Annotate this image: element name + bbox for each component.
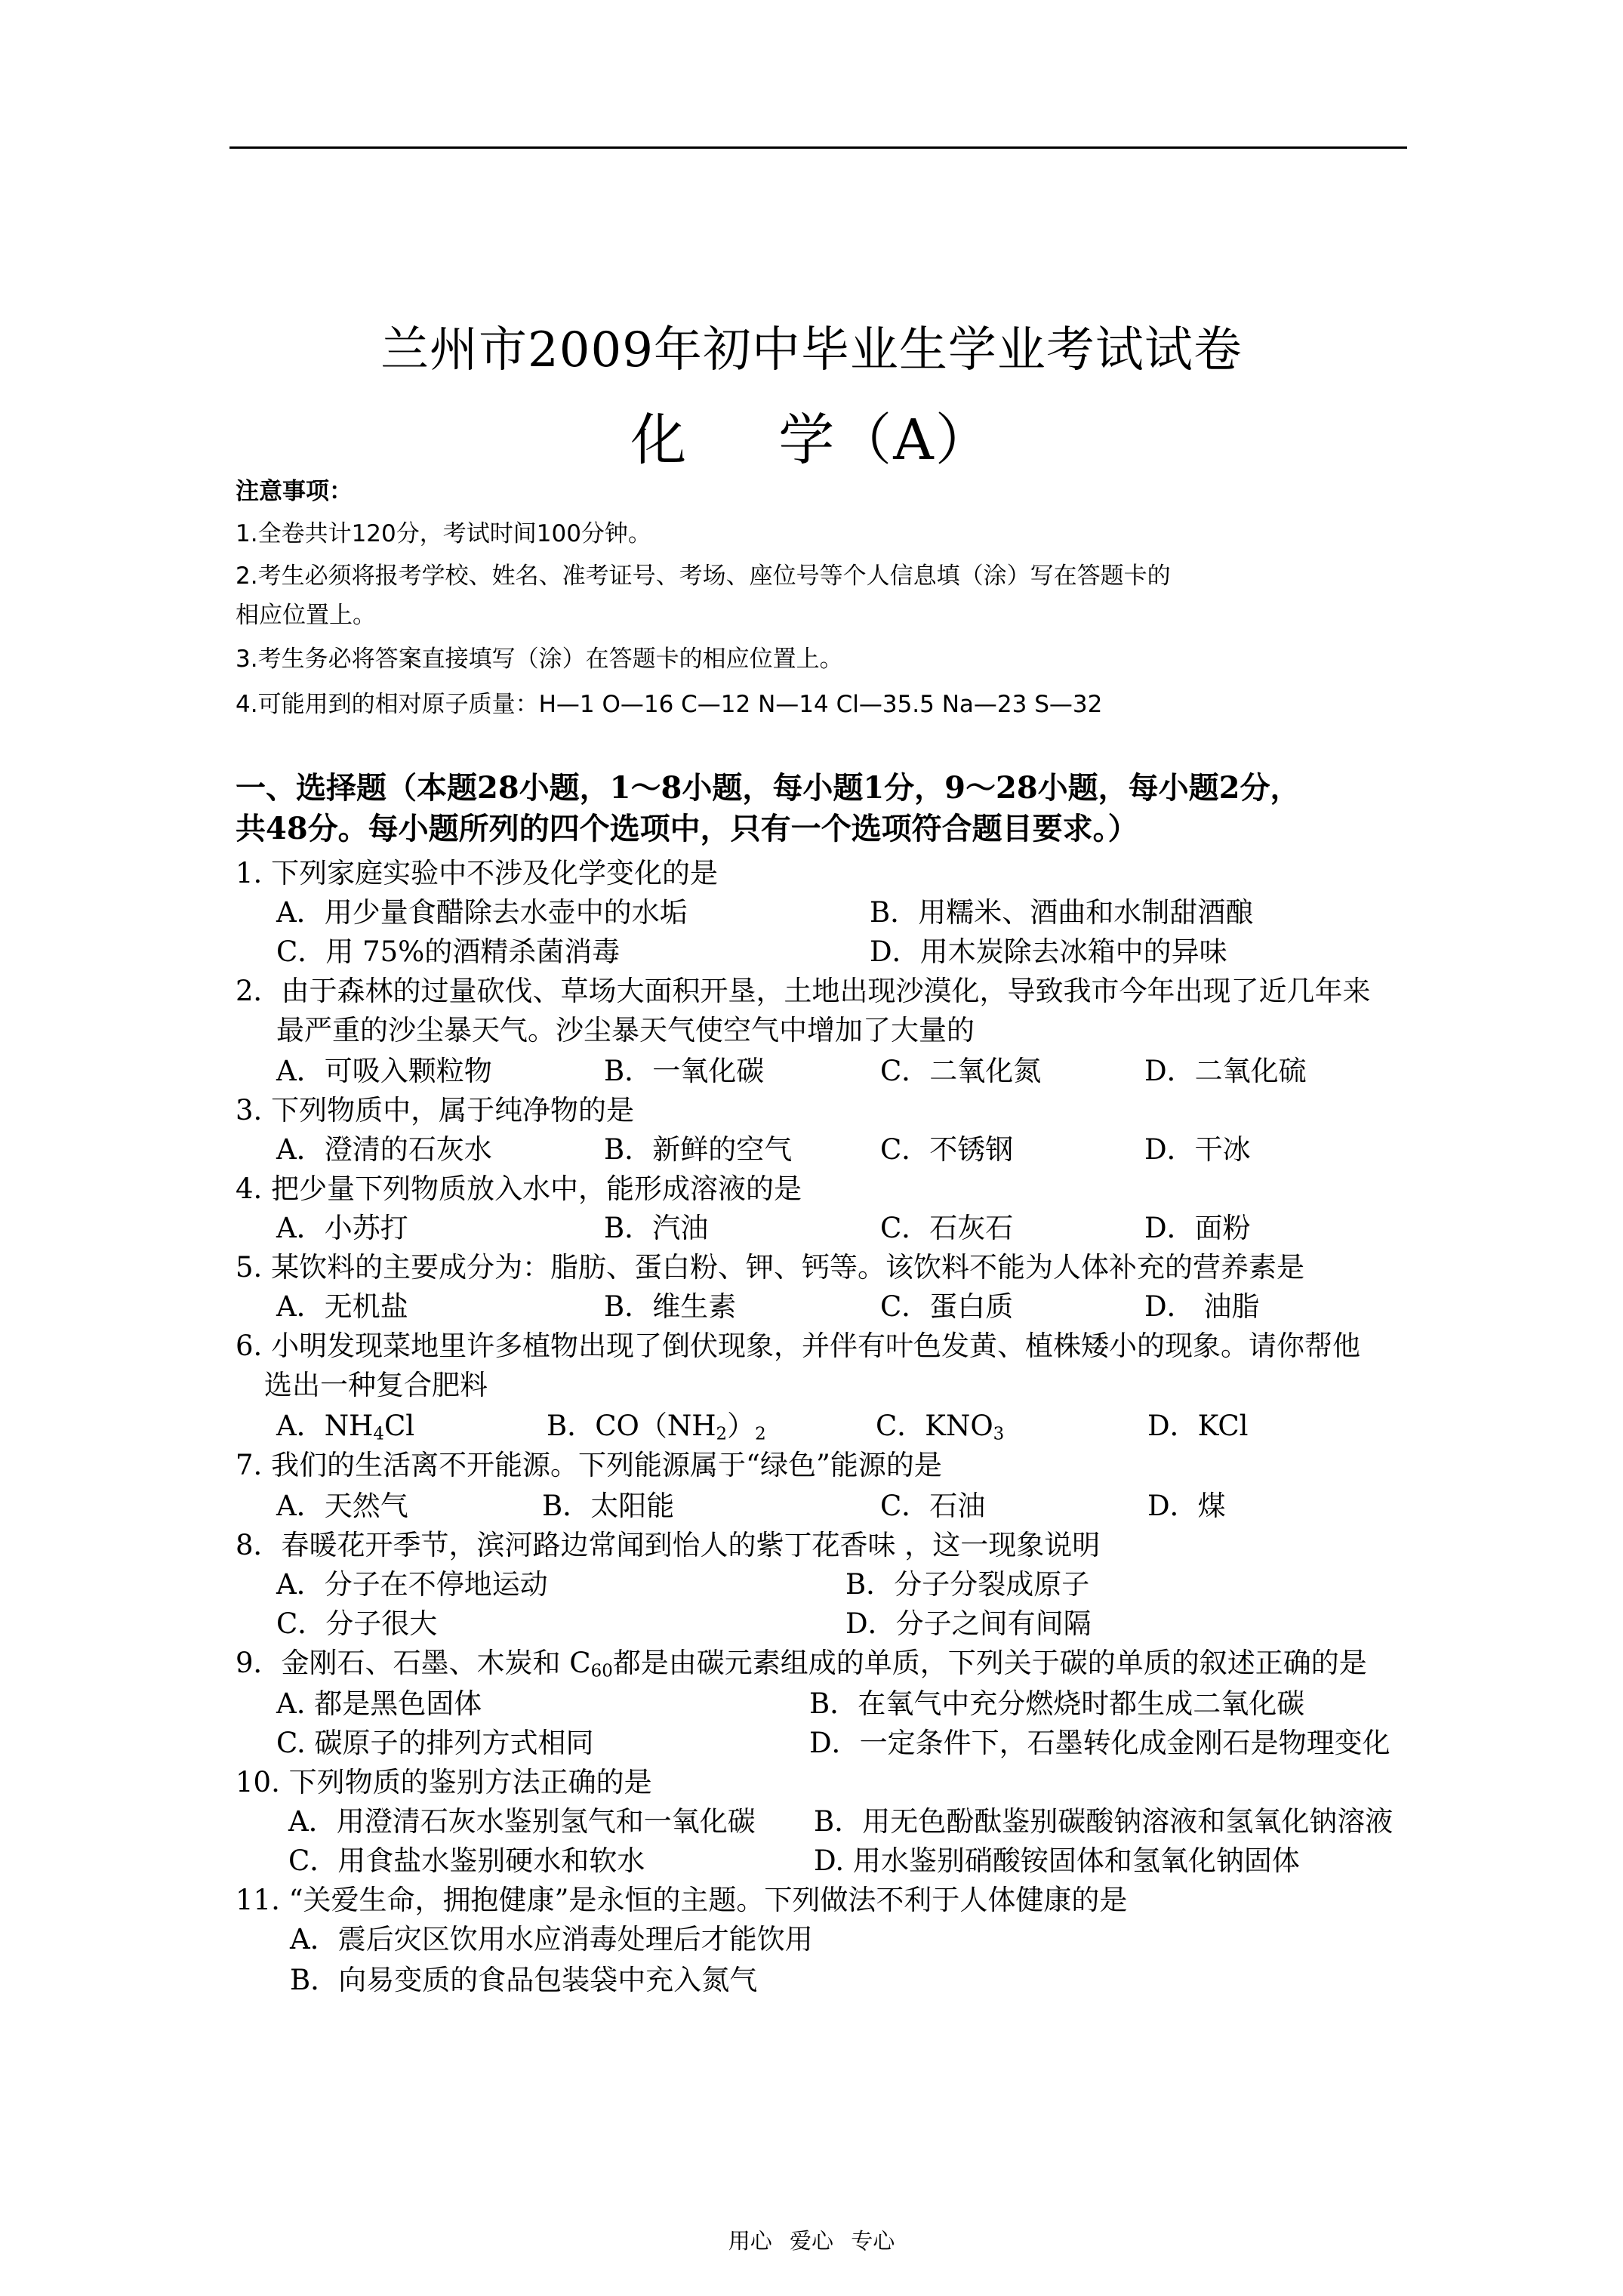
question-stem: 4. 把少量下列物质放入水中，能形成溶液的是 — [236, 1173, 802, 1205]
option-d: D．分子之间有间隔 — [845, 1607, 1092, 1640]
option-a-text: A．NH — [276, 1410, 374, 1442]
option-c: C．不锈钢 — [880, 1133, 1014, 1166]
question-stem-cont: 选出一种复合肥料 — [264, 1369, 488, 1401]
option-c: C．石灰石 — [880, 1212, 1014, 1244]
option-a — [276, 1410, 415, 1444]
notice-heading: 注意事项： — [236, 478, 353, 505]
option-a: A．小苏打 — [276, 1212, 408, 1244]
option-c: C．二氧化氮 — [880, 1055, 1042, 1087]
option-c: C．蛋白质 — [880, 1290, 1014, 1323]
option-b-text: B．CO（NH — [547, 1410, 716, 1442]
option-a: A．震后灾区饮用水应消毒处理后才能饮用 — [290, 1923, 813, 1955]
question-stem: 2．由于森林的过量砍伐、草场大面积开垦，土地出现沙漠化，导致我市今年出现了近几年来 — [236, 975, 1371, 1007]
option-c: C．用食盐水鉴别硬水和软水 — [288, 1845, 645, 1877]
option-a: A．无机盐 — [276, 1290, 408, 1323]
page-footer: 用心 爱心 专心 — [728, 2228, 895, 2254]
question-stem: 7. 我们的生活离不开能源。下列能源属于“绿色”能源的是 — [236, 1449, 942, 1481]
subject-char: 化 — [630, 408, 688, 473]
question-stem: 8．春暖花开季节，滨河路边常闻到怡人的紫丁花香味 ，这一现象说明 — [236, 1529, 1101, 1561]
question-stem: 3. 下列物质中，属于纯净物的是 — [236, 1094, 635, 1126]
option-a: A．可吸入颗粒物 — [276, 1055, 492, 1087]
option-c-text: C．KNO — [876, 1410, 993, 1442]
option-a: A．分子在不停地运动 — [276, 1568, 548, 1601]
notice-item: 3.考生务必将答案直接填写（涂）在答题卡的相应位置上。 — [236, 646, 843, 673]
option-b — [547, 1410, 766, 1444]
option-c: C．分子很大 — [276, 1607, 438, 1640]
option-c: C. 碳原子的排列方式相同 — [276, 1727, 594, 1759]
option-d: D．干冰 — [1144, 1133, 1251, 1166]
subscript: 3 — [993, 1424, 1005, 1444]
question-stem: 6. 小明发现菜地里许多植物出现了倒伏现象，并伴有叶色发黄、植株矮小的现象。请你帮他 — [236, 1330, 1361, 1362]
option-b: B．维生素 — [604, 1290, 737, 1323]
exam-title: 兰州市2009年初中毕业生学业考试试卷 — [380, 322, 1243, 378]
question-stem: 5. 某饮料的主要成分为：脂肪、蛋白粉、钾、钙等。该饮料不能为人体补充的营养素是 — [236, 1251, 1305, 1284]
option-c: C．用 75%的酒精杀菌消毒 — [276, 935, 621, 968]
subscript: 4 — [373, 1424, 384, 1444]
option-d: D．用木炭除去冰箱中的异味 — [870, 935, 1227, 968]
option-b: B．在氧气中充分燃烧时都生成二氧化碳 — [809, 1687, 1305, 1720]
option-a: A．天然气 — [276, 1490, 408, 1522]
option-b: B．向易变质的食品包装袋中充入氮气 — [290, 1964, 758, 1996]
option-a-tail: Cl — [383, 1410, 415, 1442]
option-b: B．太阳能 — [542, 1490, 675, 1522]
question-stem-cont: 最严重的沙尘暴天气。沙尘暴天气使空气中增加了大量的 — [276, 1014, 975, 1046]
section-heading-2: 共48分。每小题所列的四个选项中，只有一个选项符合题目要求。） — [236, 811, 1138, 846]
option-b: B．用糯米、酒曲和水制甜酒酿 — [870, 896, 1254, 929]
option-d: D．煤 — [1147, 1490, 1226, 1522]
option-a: A. 都是黑色固体 — [276, 1687, 482, 1720]
question-stem: 1. 下列家庭实验中不涉及化学变化的是 — [236, 857, 719, 889]
option-c — [876, 1410, 1005, 1444]
option-d: D. 用水鉴别硝酸铵固体和氢氧化钠固体 — [814, 1845, 1300, 1877]
question-stem — [236, 1647, 1367, 1681]
option-a: A．澄清的石灰水 — [276, 1133, 492, 1166]
notice-item: 1.全卷共计120分，考试时间100分钟。 — [236, 520, 651, 547]
subject-title — [0, 396, 1623, 476]
option-a: A．用澄清石灰水鉴别氢气和一氧化碳 — [288, 1805, 756, 1838]
option-b: B．用无色酚酞鉴别碳酸钠溶液和氢氧化钠溶液 — [814, 1805, 1394, 1838]
notice-item: 4.可能用到的相对原子质量：H—1 O—16 C—12 N—14 Cl—35.5 Na—23 S—32 — [236, 691, 1103, 718]
option-b: B．新鲜的空气 — [604, 1133, 793, 1166]
notice-item: 相应位置上。 — [236, 602, 376, 629]
option-b: B．汽油 — [604, 1212, 709, 1244]
subscript: 2 — [716, 1424, 728, 1444]
option-d: D．KCl — [1147, 1410, 1249, 1442]
option-b: B．一氧化碳 — [604, 1055, 765, 1087]
option-d: D．一定条件下，石墨转化成金刚石是物理变化 — [809, 1727, 1390, 1759]
option-d: D． 油脂 — [1144, 1290, 1260, 1323]
stem-part: 9．金刚石、石墨、木炭和 C — [236, 1647, 591, 1679]
question-stem: 10. 下列物质的鉴别方法正确的是 — [236, 1766, 652, 1798]
option-c: C．石油 — [880, 1490, 986, 1522]
subject-rest: 学（A） — [778, 408, 993, 473]
subscript: 2 — [755, 1424, 766, 1444]
notice-item: 2.考生必须将报考学校、姓名、准考证号、考场、座位号等个人信息填（涂）写在答题卡的 — [236, 562, 1171, 590]
section-heading: 一、选择题（本题28小题，1～8小题，每小题1分，9～28小题，每小题2分， — [236, 770, 1301, 806]
header-rule — [229, 146, 1407, 149]
subscript: 60 — [590, 1661, 613, 1681]
option-b-tail: ） — [727, 1410, 756, 1442]
option-b: B．分子分裂成原子 — [845, 1568, 1090, 1601]
option-a: A．用少量食醋除去水壶中的水垢 — [276, 896, 688, 929]
option-d: D．二氧化硫 — [1144, 1055, 1307, 1087]
stem-part: 都是由碳元素组成的单质，下列关于碳的单质的叙述正确的是 — [612, 1647, 1367, 1679]
option-d: D．面粉 — [1144, 1212, 1251, 1244]
question-stem: 11. “关爱生命，拥抱健康”是永恒的主题。下列做法不利于人体健康的是 — [236, 1884, 1128, 1916]
